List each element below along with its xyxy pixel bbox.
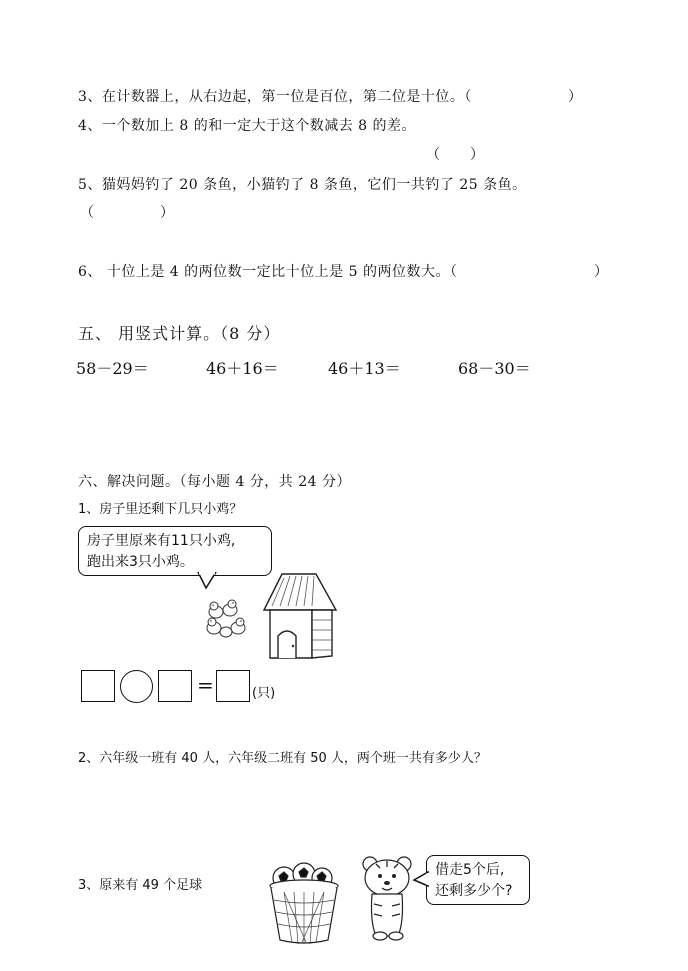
tiger-icon (356, 852, 422, 942)
answer-box-result[interactable] (216, 670, 250, 702)
question-5: 5、猫妈妈钓了 20 条鱼，小猫钓了 8 条鱼，它们一共钓了 25 条鱼。 (78, 177, 527, 193)
bubble-tail (412, 870, 430, 890)
question-6: 6、 十位上是 4 的两位数一定比十位上是 5 的两位数大。（ (78, 264, 458, 280)
bubble-line-2: 还剩多少个? (435, 883, 513, 899)
question-4-paren-close: ） (470, 147, 485, 163)
question-5-paren-close: ） (160, 205, 175, 221)
bubble-line-2: 跑出来3只小鸡。 (87, 554, 194, 570)
bubble-line-1: 借走5个后, (435, 862, 505, 878)
section-5-title: 五、 用竖式计算。（8 分） (78, 324, 281, 343)
question-3-paren-close: ） (568, 89, 583, 105)
calc-problem-2: 46＋16＝ (206, 359, 279, 378)
answer-box-2[interactable] (158, 670, 192, 702)
bubble-line-1: 房子里原来有11只小鸡, (87, 533, 236, 549)
speech-bubble-tiger (426, 855, 530, 905)
question-5-paren-open: （ (80, 205, 95, 221)
answer-box-1[interactable] (81, 670, 115, 702)
problem-2-question: 2、六年级一班有 40 人，六年级二班有 50 人，两个班一共有多少人？ (78, 751, 487, 766)
problem-3-question: 3、原来有 49 个足球 (78, 878, 203, 893)
calc-problem-1: 58－29＝ (76, 359, 149, 378)
unit-label: (只) (252, 686, 276, 701)
question-4: 4、一个数加上 8 的和一定大于这个数减去 8 的差。 (78, 118, 417, 134)
bubble-tail (196, 572, 226, 592)
chicks-icon (200, 598, 256, 642)
question-3: 3、在计数器上，从右边起，第一位是百位，第二位是十位。（ (78, 89, 472, 105)
speech-bubble-chickens (78, 526, 272, 576)
operator-circle[interactable] (120, 670, 153, 703)
calc-problem-3: 46＋13＝ (328, 359, 401, 378)
question-4-paren-open: （ (426, 147, 441, 163)
basket-of-footballs-icon (266, 860, 342, 944)
problem-1-question: 1、房子里还剩下几只小鸡？ (78, 502, 243, 517)
house-icon (260, 570, 340, 662)
section-6-title: 六、解决问题。（每小题 4 分，共 24 分） (78, 474, 352, 490)
question-6-paren-close: ） (594, 264, 609, 280)
equals-sign: = (197, 673, 214, 697)
calc-problem-4: 68－30＝ (458, 359, 531, 378)
